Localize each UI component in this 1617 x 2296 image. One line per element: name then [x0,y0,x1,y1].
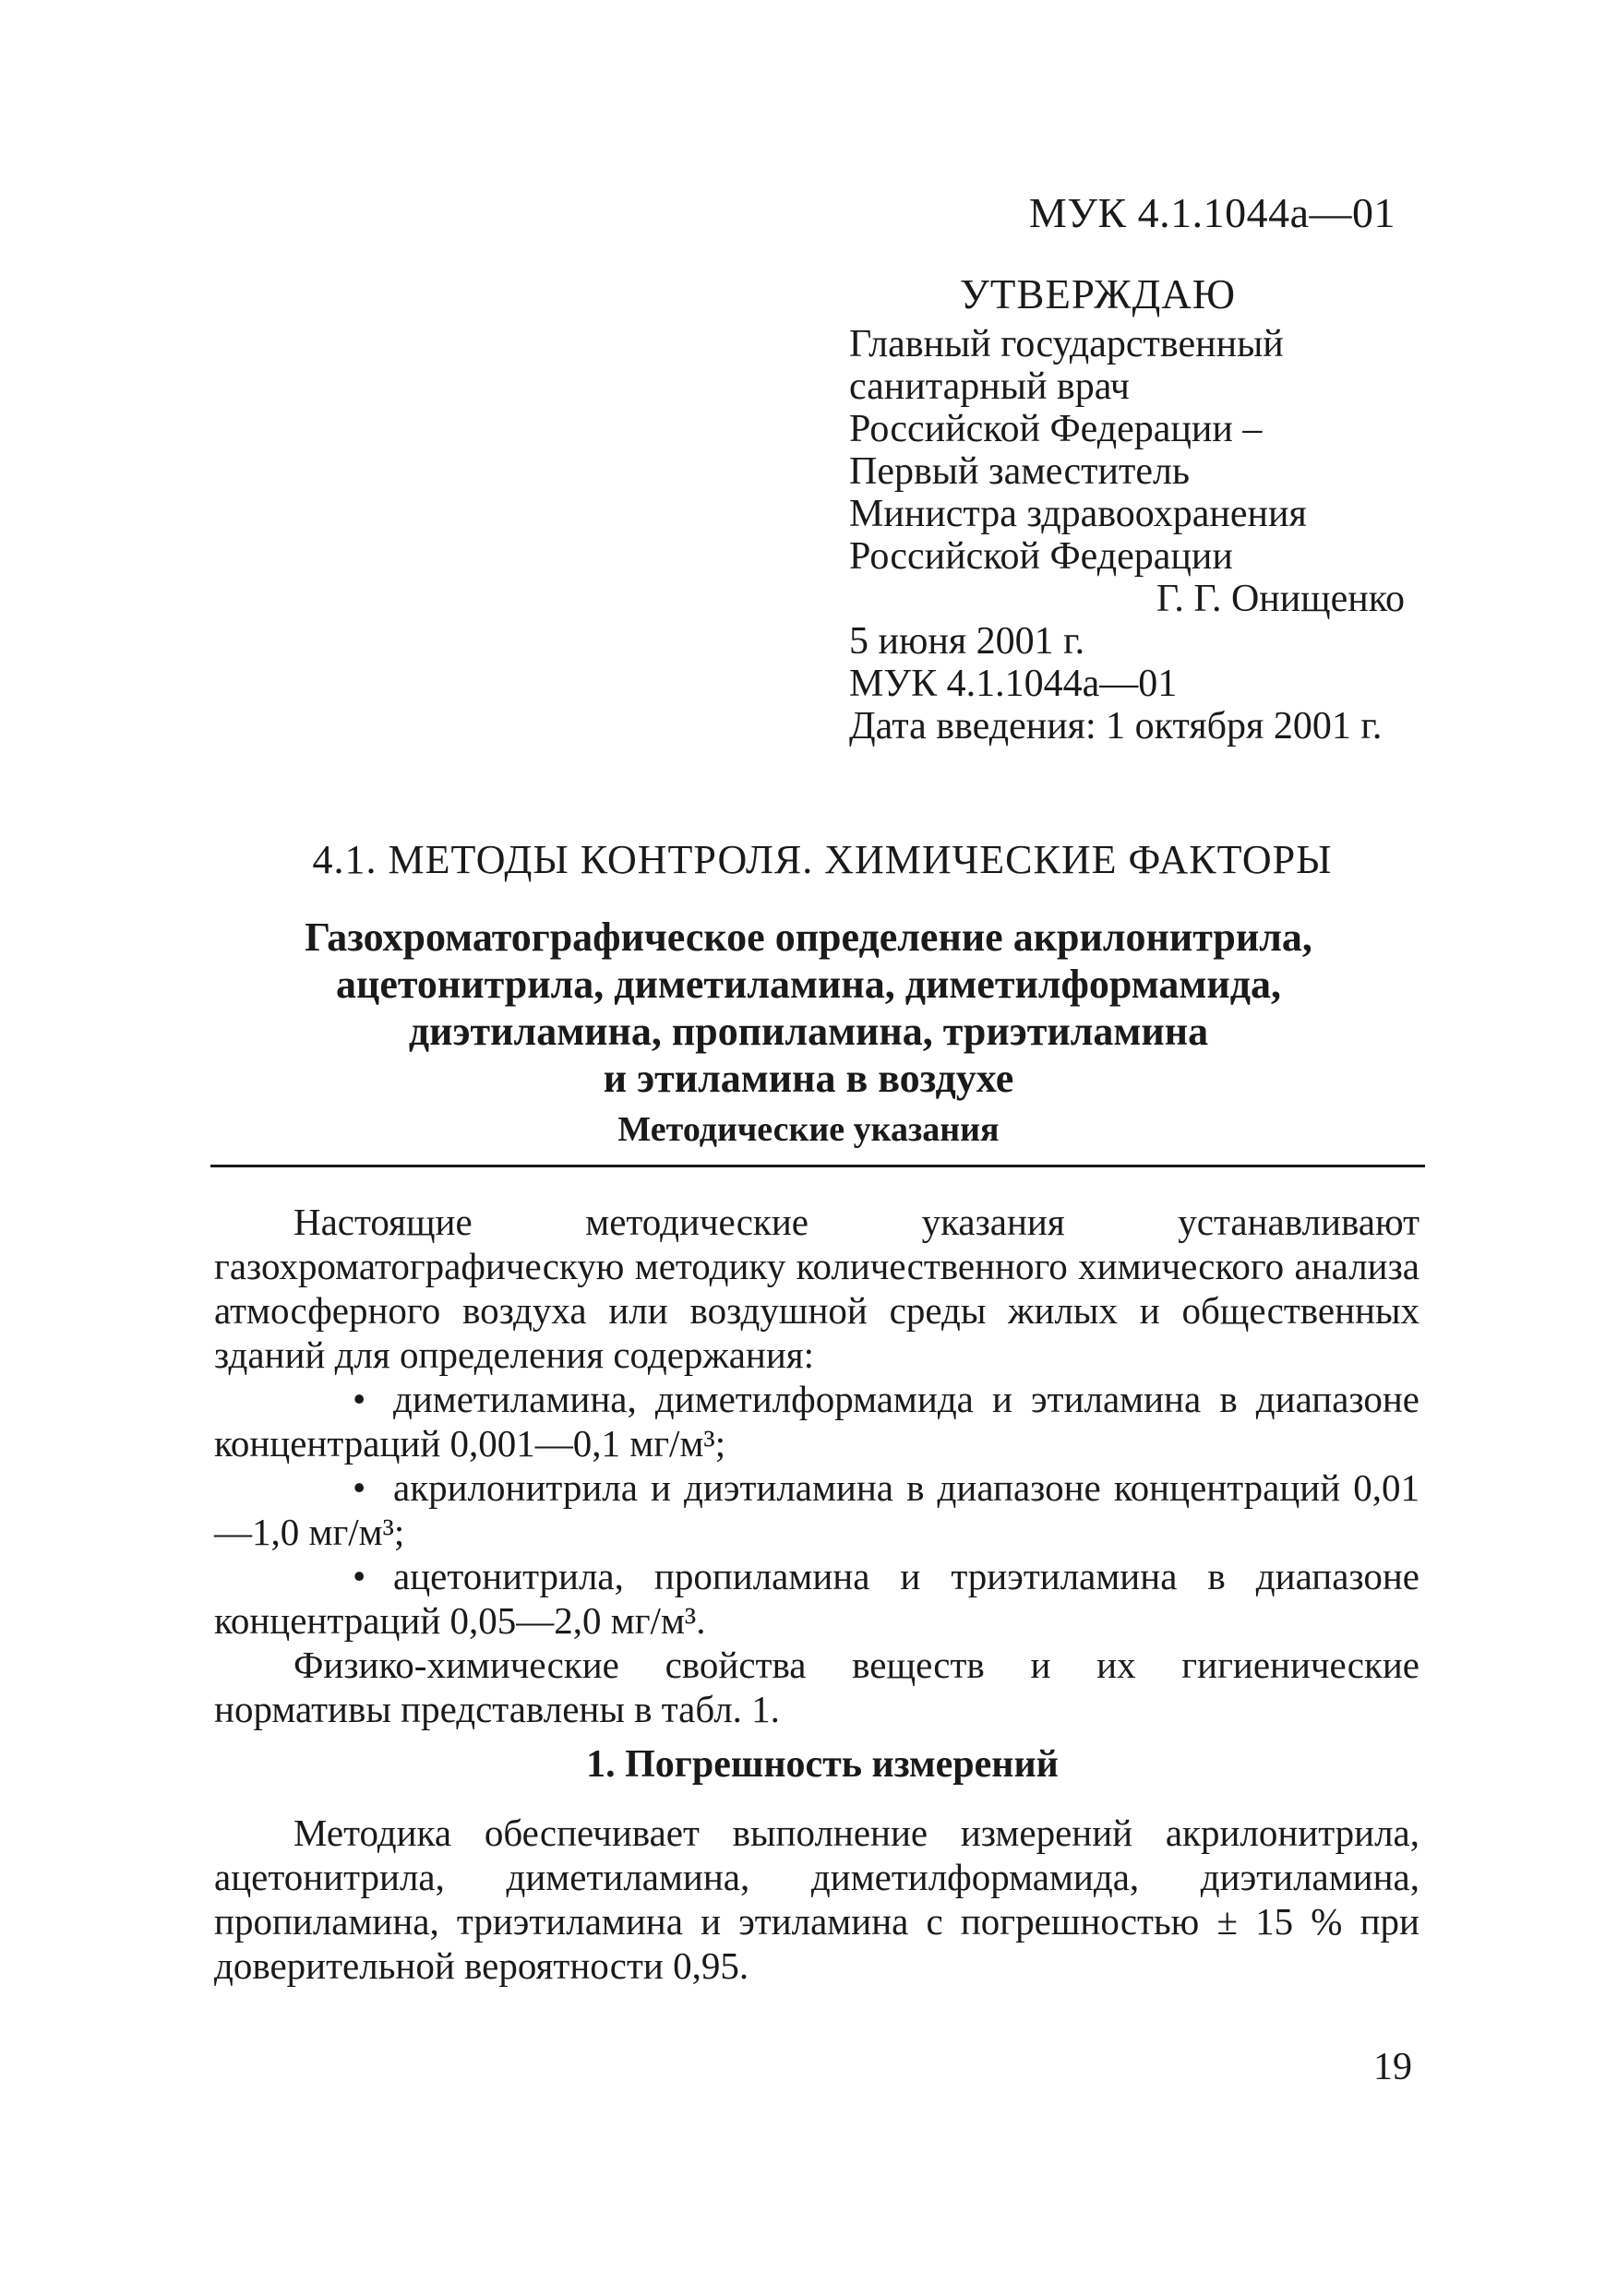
title-line: и этиламина в воздухе [603,1056,1014,1101]
section-heading: 4.1. МЕТОДЫ КОНТРОЛЯ. ХИМИЧЕСКИЕ ФАКТОРЫ [312,837,1333,882]
approval-line: санитарный врач [849,365,1130,408]
approval-heading: УТВЕРЖДАЮ [960,271,1237,317]
bullet-text: ацетонитрила, пропиламина и триэтиламина в диапазоне концентраций 0,05—2,0 мг/м³. [214,1555,1419,1642]
approval-date: 5 июня 2001 г. [849,620,1085,663]
title-line: Газохроматографическое определение акрилонитрила, [305,915,1312,960]
approval-line: Первый заместитель [849,450,1191,493]
properties-note: Физико-химические свойства веществ и их гигиенические нормативы представлены в табл. 1. [214,1644,1419,1730]
properties-section [214,1643,1419,1731]
bullet-item [214,1377,1419,1465]
bullet-icon: • [353,1555,366,1597]
document-code: МУК 4.1.1044а—01 [1028,189,1395,236]
bullet-item [214,1465,1419,1554]
section1-paragraph: Методика обеспечивает выполнение измерений акрилонитрила, ацетонитрила, диметиламина, диметилформамида, диэтиламина, пропиламина, триэтиламина и этиламина с погрешностью ± 15 % при доверительной вероятности 0,95. [214,1812,1419,1987]
intro-paragraph: Настоящие методические указания устанавливают газохроматографическую методику количественного химического анализа атмосферного воздуха или воздушной среды жилых и общественных зданий для определения содержания: [214,1201,1419,1376]
bullet-text: акрилонитрила и диэтиламина в диапазоне концентраций 0,01—1,0 мг/м³; [214,1466,1419,1553]
bullet-icon: • [353,1378,366,1420]
section1-heading: 1. Погрешность измерений [586,1743,1059,1786]
page-number: 19 [1373,2046,1412,2088]
section1-body [214,1811,1419,1988]
approval-line: Министра здравоохранения [849,493,1307,535]
intro-section [214,1200,1419,1643]
document-subtitle: Методические указания [617,1110,1000,1149]
bullet-text: диметиламина, диметилформамида и этиламина в диапазоне концентраций 0,001—0,1 мг/м³; [214,1378,1419,1465]
approval-line: Российской Федерации – [849,408,1263,450]
horizontal-rule [210,1165,1425,1167]
approval-line: Российской Федерации [849,535,1233,578]
approval-doc-code: МУК 4.1.1044а—01 [849,663,1178,705]
approval-block [849,273,1421,747]
effective-date: Дата введения: 1 октября 2001 г. [849,705,1383,747]
title-line: ацетонитрила, диметиламина, диметилформамида, [336,962,1281,1007]
title-line: диэтиламина, пропиламина, триэтиламина [408,1009,1209,1054]
approval-signer: Г. Г. Онищенко [1156,578,1405,620]
bullet-icon: • [353,1466,366,1509]
approval-line: Главный государственный [849,323,1284,365]
bullet-item [214,1554,1419,1643]
document-title [0,914,1617,1102]
